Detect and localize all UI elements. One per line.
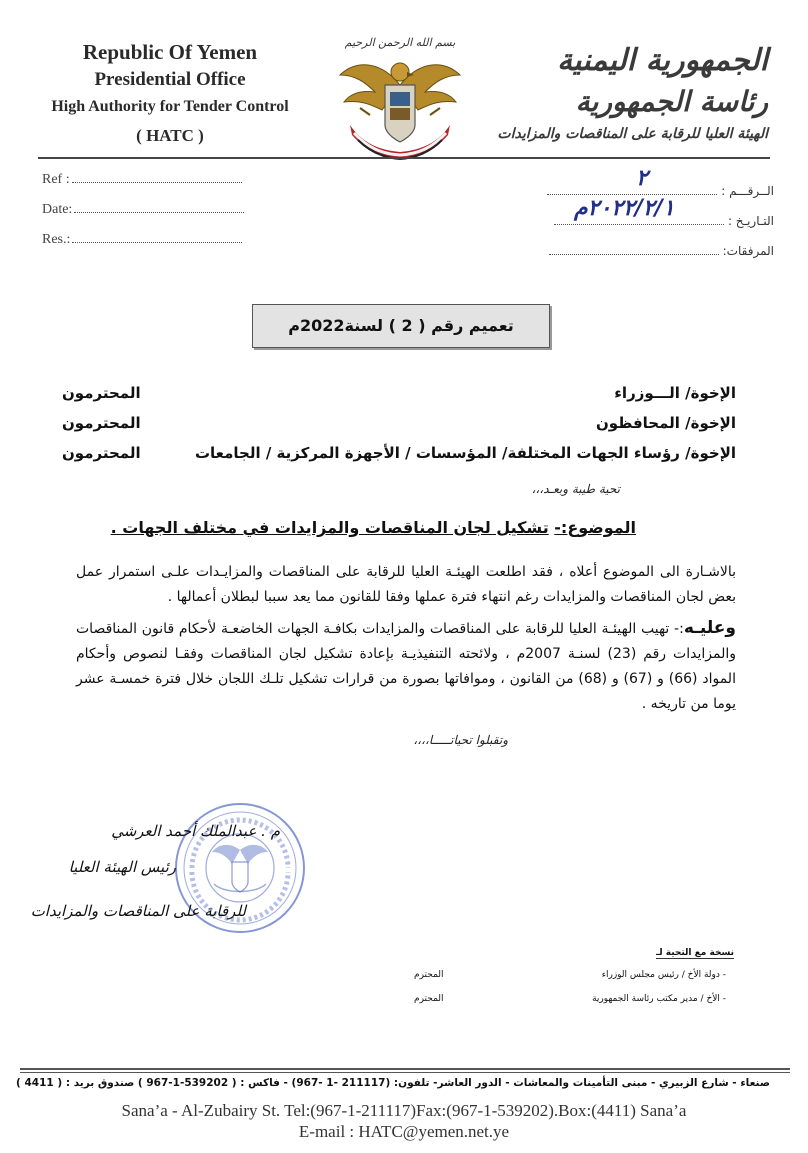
res-label: Res.: [42,232,71,247]
footer-address-en: Sana’a - Al-Zubairy St. Tel:(967-1-211117)Fax:(967-1-539202).Box:(4411) Sana’a [121,1101,687,1120]
number-dots [547,194,717,195]
honorific: المحترمون [62,414,141,432]
number-label-ar: الــرقـــم : [721,184,774,198]
date-field [42,202,244,218]
body-paragraph-1: بالاشـارة الى الموضوع أعلاه ، فقد اطلعت الهيئـة العليا للرقابة على المناقصات والمزايـدات علـى استمرار عمل بعض لجان المناقصات والمزايدات رغم انتهاء فترة عملها وفقا للقانون مما يعد سببا لبطلان أعمالها . [76,564,736,605]
cc-recipient: - دولة الأخ / رئيس مجلس الوزراء [601,970,726,980]
honorific: المحترمون [62,384,141,402]
arabic-letterhead [497,40,768,146]
subject-line [111,518,636,537]
handwritten-date: ٢٠٢٢/٢/١م [574,196,675,221]
date-dots-ar [554,224,724,225]
basmala-text: بسم الله الرحمن الرحيم [344,36,456,49]
cc-honorific: المحترم [414,994,444,1004]
circular-title: تعميم رقم ( 2 ) لسنة2022م [288,316,514,335]
attachments-field-ar [549,244,774,258]
footer-address-ar: صنعاء - شارع الزبيري - مبنى التأمينات والمعاشات - الدور العاشر- تلفون: (211117 -1 -967) - فاكس : ( 539202-1-967 ) صندوق بريد : ( 4411 ) [16,1077,770,1089]
english-letterhead [40,38,300,150]
office-name-ar: رئاسة الجمهورية [575,85,768,118]
cc-recipient: - الأخ / مدير مكتب رئاسة الجمهورية [592,994,726,1004]
addressee-line: الإخوة/ الـــوزراء [614,384,736,402]
office-name-en: Presidential Office [94,69,246,90]
cc-title: نسخة مع التحية لـ [656,948,734,958]
country-name-ar: الجمهورية اليمنية [557,43,768,78]
subject-label: الموضوع:- [554,518,636,537]
authority-name-ar: الهيئة العليا للرقابة على المناقصات والمزايدات [497,126,768,142]
ref-dots [72,182,242,183]
honorific: المحترمون [62,444,141,462]
yemen-eagle-emblem [330,30,470,165]
res-field [42,232,242,248]
circular-title-box [252,304,550,348]
attachments-label-ar: المرفقات: [722,244,774,258]
authority-name-en: High Authority for Tender Control [51,98,289,115]
body-paragraph-2 [76,616,736,717]
signatory-name: م . عبدالملك أحمد العرشي [111,822,280,840]
country-name-en: Republic Of Yemen [82,40,258,64]
paragraph-2-lead: وعليـه [683,618,736,638]
ref-field [42,172,242,188]
paragraph-2-text: :- تهيب الهيئـة العليا للرقابة على المناقصات والمزايدات بكافـة الجهات الخاضعـة لأحكام قانون المناقصات والمزايدات رقم (23) لسنـة 2007م ، ولائحته التنفيذيـة بإعادة تشكيل لجان المناقصات وفقـا لنصوص وأحكام المواد (66) و (67) و (68) من القانون ، وموافاتها بصورة من قرارات تشكيل تلـك اللجان خلال فترة خمسـة عشر يوما من تاريخه . [76,621,736,712]
greeting: تحية طيبة وبعـد،،، [531,482,620,496]
addressee-line: الإخوة/ رؤساء الجهات المختلفة/ المؤسسات / الأجهزة المركزية / الجامعات [194,444,736,462]
header-divider [38,157,770,159]
signatory-title-1: رئيس الهيئة العليا [68,858,176,876]
res-dots [72,242,242,243]
handwritten-number: ٢ [636,166,648,191]
date-label-ar: التـاريـخ : [727,214,774,228]
date-label: Date: [42,202,73,217]
ref-label: Ref : [42,172,70,187]
closing-line: وتقبلوا تحياتـــــا،،،، [413,733,508,747]
footer-divider [20,1068,790,1070]
subject-text: تشكيل لجان المناقصات والمزايدات في مختلف الجهات . [110,518,549,537]
cc-honorific: المحترم [414,970,444,980]
footer-divider-thin [20,1072,790,1073]
attachments-dots [549,254,719,255]
addressee-line: الإخوة/ المحافظون [596,414,736,432]
footer-email: E-mail : HATC@yemen.net.ye [298,1122,510,1141]
signatory-title-2: للرقابة على المناقصات والمزايدات [30,902,246,920]
date-dots [74,212,244,213]
authority-abbr: ( HATC ) [136,126,204,145]
